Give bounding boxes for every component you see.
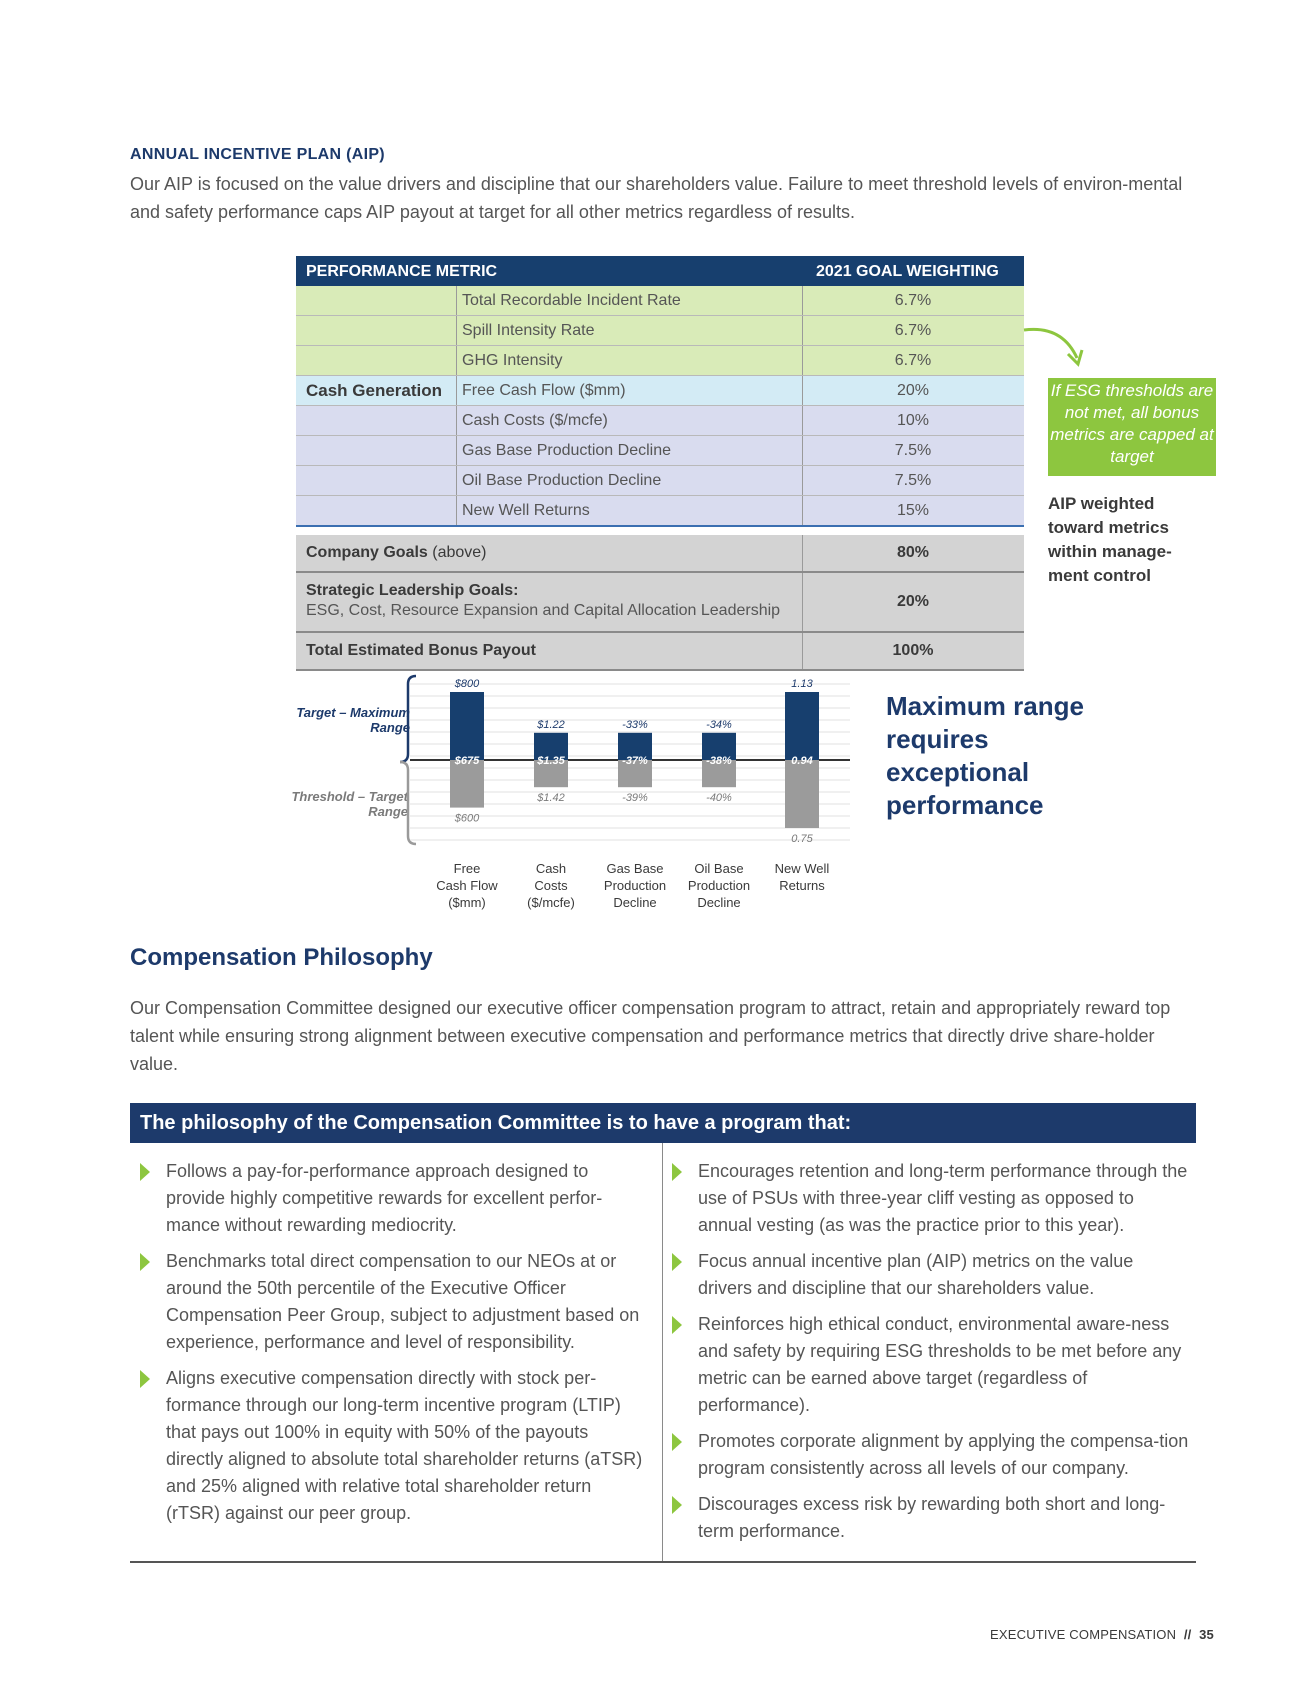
bullet-arrow-icon <box>140 1163 150 1181</box>
esg-group <box>296 286 1024 376</box>
metric-name: Free Cash Flow ($mm) <box>462 382 626 399</box>
category-label <box>674 860 764 911</box>
list-item <box>698 1491 1190 1545</box>
bullet-arrow-icon <box>672 1316 682 1334</box>
company-goals-suffix: (above) <box>427 544 487 561</box>
performance-metric-table <box>296 256 1024 671</box>
metric-weight: 7.5% <box>894 472 932 489</box>
category-label-line: Costs <box>534 878 568 893</box>
metric-weight: 6.7% <box>894 352 932 369</box>
list-item <box>698 1428 1190 1482</box>
label-threshold: -39% <box>622 792 648 805</box>
column-divider <box>662 1143 663 1561</box>
table-row <box>296 346 1024 376</box>
list-item <box>698 1311 1190 1419</box>
compensation-philosophy-text: Our Compensation Committee designed our executive officer compensation program to attract, retain and appropriately reward top talent while ensuring strong alignment between executive compensation and performance metrics that directly drive share-holder value. <box>130 998 1171 1074</box>
category-label-line: Returns <box>779 878 825 893</box>
label-target: -38% <box>706 755 732 767</box>
metric-weight: 6.7% <box>894 322 932 339</box>
threshold-target-range-label: Threshold – Target Range <box>291 789 408 819</box>
bullet-text: Follows a pay-for-performance approach designed to provide highly competitive rewards for excellent perfor-mance without rewarding mediocrity. <box>166 1161 603 1235</box>
metric-weight: 6.7% <box>894 292 932 309</box>
list-item <box>166 1158 646 1239</box>
company-goals-value: 80% <box>896 544 930 561</box>
list-item <box>166 1248 648 1356</box>
category-label-line: Free <box>453 861 481 876</box>
list-item <box>698 1158 1190 1239</box>
metric-name: Total Recordable Incident Rate <box>462 292 681 309</box>
bar-threshold-to-target <box>785 760 819 828</box>
metric-name: Gas Base Production Decline <box>462 442 671 459</box>
philosophy-banner <box>130 1103 1196 1143</box>
bullet-text: Promotes corporate alignment by applying the compensa-tion program consistently across all levels of our company. <box>698 1431 1189 1478</box>
strategic-goals-subtitle: ESG, Cost, Resource Expansion and Capital Allocation Leadership <box>306 602 781 619</box>
section-bottom-rule <box>130 1561 1196 1563</box>
bullet-text: Focus annual incentive plan (AIP) metrics on the value drivers and discipline that our shareholders value. <box>698 1251 1134 1298</box>
maximum-range-callout: Maximum range requires exceptional performance <box>886 691 1084 820</box>
aip-heading: ANNUAL INCENTIVE PLAN (AIP) <box>130 146 385 163</box>
table-row <box>296 316 1024 346</box>
metric-weight: 10% <box>896 412 930 429</box>
chart-value-labels <box>454 678 814 845</box>
cost-efficiency-group <box>296 406 1024 527</box>
table-row <box>296 286 1024 316</box>
esg-threshold-note: If ESG thresholds are not met, all bonus metrics are capped at target <box>1048 378 1216 476</box>
category-label-line: Oil Base <box>694 861 744 876</box>
bar-target-to-max <box>785 692 819 760</box>
category-label-line: ($/mcfe) <box>527 895 575 910</box>
category-label <box>506 860 596 911</box>
strategic-goals-value: 20% <box>896 593 930 610</box>
compensation-philosophy-heading: Compensation Philosophy <box>130 944 433 971</box>
bullet-arrow-icon <box>672 1496 682 1514</box>
aip-weighted-note: AIP weighted toward metrics within manage-ment control <box>1048 494 1172 585</box>
metric-weight: 20% <box>896 382 930 399</box>
curved-arrow-icon <box>1022 320 1092 370</box>
category-label-line: ($mm) <box>448 895 486 910</box>
category-label-line: Gas Base <box>606 861 664 876</box>
metric-name: Cash Costs ($/mcfe) <box>462 412 608 429</box>
bullet-text: Discourages excess risk by rewarding both short and long-term performance. <box>698 1494 1166 1541</box>
bullet-arrow-icon <box>672 1253 682 1271</box>
header-goal-weighting: 2021 GOAL WEIGHTING <box>816 263 999 280</box>
company-goals-row <box>296 535 1024 573</box>
philosophy-banner-title: The philosophy of the Compensation Committee is to have a program that: <box>140 1112 852 1134</box>
category-label-line: New Well <box>774 861 830 876</box>
metric-name: Spill Intensity Rate <box>462 322 595 339</box>
list-item <box>166 1365 648 1527</box>
metric-name: GHG Intensity <box>462 352 563 369</box>
label-maximum: -34% <box>706 718 732 731</box>
label-maximum: 1.13 <box>791 678 813 690</box>
label-target: 0.94 <box>791 755 813 767</box>
category-label <box>757 860 847 894</box>
category-label-line: Cash <box>535 861 567 876</box>
metric-name: Oil Base Production Decline <box>462 472 662 489</box>
bullet-arrow-icon <box>140 1253 150 1271</box>
table-row <box>296 406 1024 436</box>
bar-threshold-to-target <box>450 760 484 808</box>
label-threshold: $600 <box>454 812 480 825</box>
metric-weight: 15% <box>896 502 930 519</box>
footer-section: EXECUTIVE COMPENSATION <box>990 1627 1177 1642</box>
label-maximum: -33% <box>622 718 648 731</box>
label-threshold: -40% <box>706 792 732 805</box>
category-label-line: Decline <box>697 895 741 910</box>
label-target: $675 <box>454 755 480 767</box>
header-performance-metric: PERFORMANCE METRIC <box>306 263 498 280</box>
strategic-goals-title: Strategic Leadership Goals: <box>306 582 519 599</box>
company-goals-label: Company Goals <box>306 544 428 561</box>
strategic-goals-row <box>296 573 1024 633</box>
label-threshold: $1.42 <box>537 792 565 805</box>
bullet-arrow-icon <box>672 1163 682 1181</box>
total-payout-row <box>296 633 1024 671</box>
metric-name: New Well Returns <box>462 502 590 519</box>
bullet-arrow-icon <box>672 1433 682 1451</box>
bar-target-to-max <box>450 692 484 760</box>
table-row <box>296 376 1024 406</box>
table-row <box>296 496 1024 525</box>
label-target: $1.35 <box>537 755 565 767</box>
threshold-target-bracket <box>400 762 416 844</box>
total-payout-label: Total Estimated Bonus Payout <box>306 642 536 659</box>
label-target: -37% <box>622 755 648 767</box>
label-threshold: 0.75 <box>791 833 813 845</box>
target-max-bracket <box>400 676 416 762</box>
category-label-line: Decline <box>613 895 657 910</box>
target-maximum-range-label: Target – Maximum Range <box>296 705 410 735</box>
category-label-line: Production <box>687 878 751 893</box>
aip-intro-text: Our AIP is focused on the value drivers and discipline that our shareholders value. Failure to meet threshold levels of environ-mental and safety performance caps AIP payout at target for all other metrics regardless of results. <box>130 174 1183 222</box>
cash-generation-group <box>296 376 1024 406</box>
bullet-text: Aligns executive compensation directly with stock per-formance through our long-term incentive program (LTIP) that pays out 100% in equity with 50% of the payouts directly aligned to absolute total shareholder returns (aTSR) and 25% aligned with relative total shareholder return (rTSR) against our peer group. <box>166 1368 643 1523</box>
footer-separator: // <box>1183 1627 1192 1642</box>
label-maximum: $1.22 <box>537 718 565 731</box>
total-payout-value: 100% <box>892 642 934 659</box>
category-label <box>422 860 512 911</box>
category-label <box>590 860 680 911</box>
category-label-line: Production <box>603 878 667 893</box>
category-label-line: Cash Flow <box>436 878 498 893</box>
metric-weight: 7.5% <box>894 442 932 459</box>
list-item <box>698 1248 1190 1302</box>
group-label-cash: Cash Generation <box>306 381 443 400</box>
bullet-text: Encourages retention and long-term performance through the use of PSUs with three-year cliff vesting as opposed to annual vesting (as was the practice prior to this year). <box>698 1161 1188 1235</box>
bullet-arrow-icon <box>140 1370 150 1388</box>
bullet-text: Benchmarks total direct compensation to our NEOs at or around the 50th percentile of the Executive Officer Compensation Peer Group, subject to adjustment based on experience, performance and level of responsibility. <box>166 1251 640 1352</box>
label-maximum: $800 <box>454 678 480 690</box>
page-number: 35 <box>1199 1627 1214 1642</box>
table-header <box>296 256 1024 286</box>
table-row <box>296 466 1024 496</box>
bullet-text: Reinforces high ethical conduct, environmental aware-ness and safety by requiring ESG thresholds to be met before any metric can be earned above target (regardless of performance). <box>698 1314 1182 1415</box>
page-footer <box>990 1627 1214 1642</box>
table-row <box>296 436 1024 466</box>
